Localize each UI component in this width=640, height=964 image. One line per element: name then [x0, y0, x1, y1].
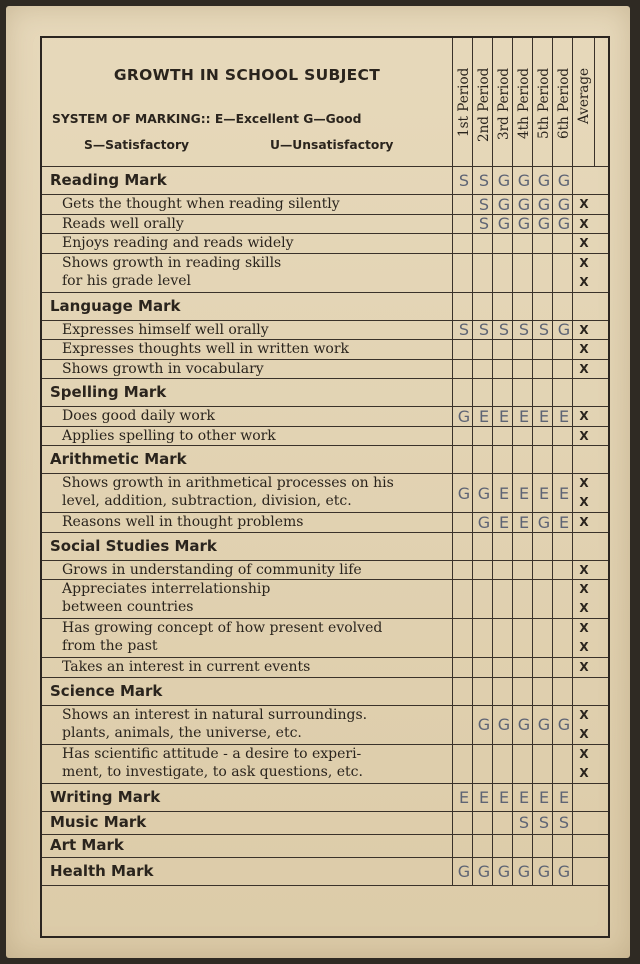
grade-mark: G — [457, 483, 471, 503]
grade-mark: G — [537, 861, 551, 881]
criteria-row — [42, 512, 608, 532]
grade-mark: G — [477, 861, 491, 881]
criteria-row — [42, 618, 608, 657]
criteria-row — [42, 579, 608, 618]
grade-mark: G — [557, 861, 571, 881]
criteria-label — [62, 580, 452, 616]
grade-mark: G — [557, 715, 571, 734]
grade-mark: S — [478, 194, 490, 214]
subject-row — [42, 834, 608, 857]
criteria-label — [62, 706, 452, 742]
criteria-label: Gets the thought when reading silently — [62, 196, 340, 212]
average-x-mark: X — [579, 409, 589, 423]
subject-label: Writing Mark — [50, 787, 161, 806]
criteria-row — [42, 339, 608, 359]
average-x-mark: X — [579, 216, 589, 231]
average-x-mark: X — [579, 660, 589, 674]
subject-row — [42, 378, 608, 406]
criteria-row — [42, 253, 608, 292]
satisfactory-legend: S—Satisfactory — [84, 138, 190, 152]
rule-line — [42, 885, 608, 886]
grade-mark: S — [478, 214, 490, 234]
grade-mark: E — [538, 483, 550, 503]
report-card-page — [6, 6, 630, 958]
subject-row — [42, 445, 608, 473]
grade-mark: S — [478, 320, 490, 340]
grade-mark: E — [498, 787, 510, 807]
criteria-label-line2: plants, animals, the universe, etc. — [62, 724, 302, 741]
criteria-label-line1: Shows growth in reading skills — [62, 254, 282, 271]
grade-mark: G — [537, 194, 551, 214]
subject-row — [42, 532, 608, 560]
grade-mark: E — [498, 406, 510, 426]
average-x-mark: X — [579, 707, 589, 722]
column-divider — [594, 38, 595, 166]
average-x-mark: X — [579, 361, 589, 376]
criteria-label-line1: Has growing concept of how present evolved — [62, 620, 383, 636]
subject-label: Art Mark — [50, 836, 124, 854]
grade-mark: S — [458, 320, 470, 340]
criteria-label: Expresses himself well orally — [62, 321, 269, 338]
criteria-label: Applies spelling to other work — [62, 427, 276, 444]
average-x-mark: X — [579, 342, 589, 356]
grade-mark: G — [497, 194, 511, 214]
column-header: 6th Period — [556, 68, 572, 140]
average-x-mark: X — [579, 274, 589, 289]
marking-system-line2 — [84, 138, 454, 152]
grade-mark: G — [557, 194, 571, 214]
grade-mark: G — [557, 320, 571, 340]
subject-row — [42, 811, 608, 834]
grade-mark: G — [477, 512, 491, 532]
average-x-mark: X — [579, 428, 589, 443]
criteria-label — [62, 619, 452, 655]
criteria-label: Expresses thoughts well in written work — [62, 341, 350, 357]
average-x-mark: X — [579, 582, 589, 596]
grade-mark: G — [537, 214, 551, 234]
subject-label: Health Mark — [50, 861, 154, 880]
grade-mark: E — [458, 787, 470, 807]
subject-row — [42, 783, 608, 811]
criteria-row — [42, 320, 608, 340]
criteria-label: Reads well orally — [62, 215, 184, 232]
grade-mark: G — [457, 406, 471, 426]
criteria-label-line1: Shows an interest in natural surroundings. — [62, 706, 368, 723]
subject-label: Social Studies Mark — [50, 536, 217, 555]
criteria-label-line2: level, addition, subtraction, division, etc. — [62, 493, 352, 509]
unsatisfactory-legend: U—Unsatisfactory — [270, 138, 394, 152]
criteria-label: Reasons well in thought problems — [62, 514, 304, 530]
average-x-mark: X — [579, 495, 589, 509]
grade-mark: S — [538, 813, 550, 832]
page-title: GROWTH IN SCHOOL SUBJECT — [113, 66, 381, 84]
grade-mark: E — [498, 512, 510, 532]
grade-mark: E — [518, 512, 530, 532]
grade-mark: G — [517, 194, 531, 214]
marking-system-line: SYSTEM OF MARKING:: E—Excellent G—Good — [52, 112, 362, 126]
grade-mark: S — [478, 171, 490, 190]
grade-mark: E — [518, 406, 530, 426]
subject-row — [42, 166, 608, 194]
criteria-row — [42, 194, 608, 214]
average-x-mark: X — [579, 197, 589, 211]
average-x-mark: X — [579, 515, 589, 529]
criteria-label-line1: Shows growth in arithmetical processes on his — [62, 475, 394, 491]
grade-mark: E — [478, 787, 490, 807]
grade-mark: S — [558, 813, 570, 832]
grade-mark: G — [517, 715, 531, 734]
grade-mark: E — [498, 483, 510, 503]
criteria-label: Enjoys reading and reads widely — [62, 235, 294, 251]
column-header: Average — [576, 68, 592, 124]
subject-label: Spelling Mark — [50, 383, 167, 401]
grade-mark: E — [558, 406, 570, 426]
subject-label: Reading Mark — [50, 171, 167, 189]
subject-label: Science Mark — [50, 681, 163, 700]
grade-mark: S — [518, 320, 530, 340]
criteria-label — [62, 745, 452, 781]
grade-mark: G — [497, 715, 511, 734]
grade-mark: G — [537, 512, 551, 532]
grade-mark: G — [517, 861, 531, 881]
average-x-mark: X — [579, 621, 589, 635]
criteria-label — [62, 474, 452, 510]
criteria-label: Takes an interest in current events — [62, 659, 311, 675]
grade-mark: G — [517, 171, 531, 190]
criteria-label-line1: Has scientific attitude - a desire to experi- — [62, 745, 362, 762]
column-header: 5th Period — [536, 68, 552, 140]
criteria-row — [42, 426, 608, 446]
subject-label: Language Mark — [50, 296, 181, 315]
criteria-row — [42, 705, 608, 744]
criteria-row — [42, 473, 608, 512]
grade-mark: E — [558, 483, 570, 503]
grade-mark: E — [538, 406, 550, 426]
grade-mark: S — [498, 320, 510, 340]
grade-mark: G — [457, 861, 471, 881]
grade-mark: G — [497, 861, 511, 881]
subject-label: Arithmetic Mark — [50, 450, 187, 468]
grade-mark: S — [458, 171, 470, 190]
average-x-mark: X — [579, 746, 589, 761]
subject-row — [42, 857, 608, 885]
average-x-mark: X — [579, 601, 589, 615]
average-x-mark: X — [579, 765, 589, 780]
grade-mark: G — [477, 715, 491, 734]
criteria-row — [42, 406, 608, 426]
subject-label: Music Mark — [50, 813, 147, 831]
criteria-label: Shows growth in vocabulary — [62, 360, 264, 377]
average-x-mark: X — [579, 640, 589, 654]
grade-mark: G — [557, 214, 571, 234]
grade-mark: E — [558, 787, 570, 807]
column-header: 3rd Period — [496, 68, 512, 140]
grade-mark: G — [537, 715, 551, 734]
column-header: 4th Period — [516, 68, 532, 140]
grade-mark: G — [537, 171, 551, 190]
column-header: 2nd Period — [476, 68, 492, 143]
grade-mark: G — [557, 171, 571, 190]
criteria-label-line2: ment, to investigate, to ask questions, etc. — [62, 763, 363, 780]
grade-mark: G — [477, 483, 491, 503]
average-x-mark: X — [579, 562, 589, 577]
column-header: 1st Period — [456, 68, 472, 138]
subject-row — [42, 677, 608, 705]
grade-mark: S — [518, 813, 530, 832]
criteria-row — [42, 214, 608, 234]
criteria-row — [42, 359, 608, 379]
grade-mark: E — [538, 787, 550, 807]
grade-mark: G — [497, 171, 511, 190]
criteria-label-line2: from the past — [62, 638, 158, 654]
grade-mark: G — [517, 214, 531, 234]
criteria-row — [42, 233, 608, 253]
criteria-label — [62, 254, 452, 290]
average-x-mark: X — [579, 476, 589, 490]
criteria-row — [42, 744, 608, 783]
average-x-mark: X — [579, 236, 589, 250]
subject-row — [42, 292, 608, 320]
grades-table — [40, 36, 610, 938]
grade-mark: S — [538, 320, 550, 340]
average-x-mark: X — [579, 255, 589, 270]
grade-mark: E — [518, 787, 530, 807]
criteria-label-line1: Appreciates interrelationship — [62, 581, 271, 597]
grade-mark: G — [497, 214, 511, 234]
criteria-label: Grows in understanding of community life — [62, 561, 362, 578]
criteria-row — [42, 657, 608, 677]
criteria-label: Does good daily work — [62, 408, 216, 424]
criteria-row — [42, 560, 608, 580]
grade-mark: E — [478, 406, 490, 426]
grade-mark: E — [518, 483, 530, 503]
criteria-label-line2: between countries — [62, 599, 194, 615]
criteria-label-line2: for his grade level — [62, 272, 192, 289]
average-x-mark: X — [579, 322, 589, 337]
average-x-mark: X — [579, 726, 589, 741]
grade-mark: E — [558, 512, 570, 532]
